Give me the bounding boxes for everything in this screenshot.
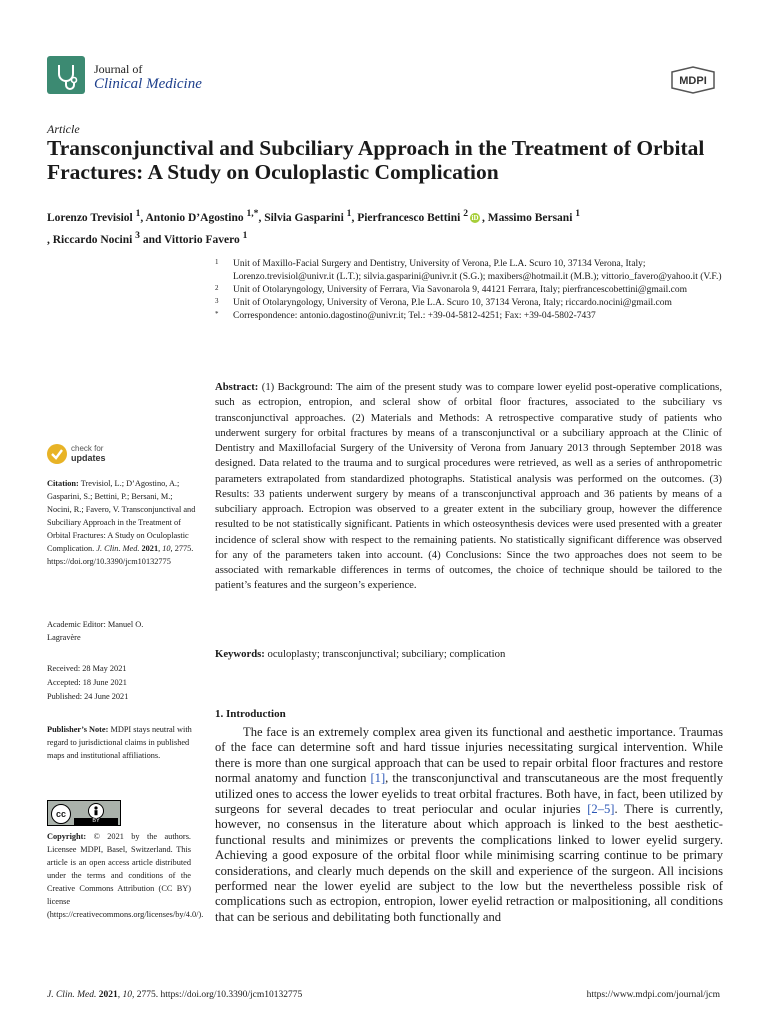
affiliation-item [215,297,735,310]
affiliation-number: 1 [215,258,219,266]
journal-name: Clinical Medicine [94,76,202,92]
author-name: , Silvia Gasparini [258,211,347,224]
publisher-note [47,723,201,762]
abstract-text: (1) Background: The aim of the present study was to compare lower eyelid post-operative complications, such as ectropion, entropion, and scleral show of orbital floor fractures, associated to the subciliary vs transconjunctival approaches. (2) Materials and Methods: A retrospective comparative study of patients who underwent surgery for orbital fractures by means of a transconjunctival or a subciliary approach at the Clinic of Dentistry and Maxillofacial Surgery of the University of Verona from January 2013 through September 2018 was designed. Data related to the trauma and to surgical procedures were retrieved, as well as a series of anthropometric parameters extrapolated from standardized photographs. Statistical analysis was performed on the outcomes. (3) Results: 33 patients underwent surgery by means of a transconjunctival approach and 36 patients by means of a subciliary approach. Ectropion was observed to a greater extent in the subciliary group, however the difference resulted to be not statistically significant. Patients in which osteosynthesis devices were used presented with a greater incidence of scleral show with respect to the remaining patients. No statistically significant difference was observed for any of the parameters taken into account. (4) Conclusions: Since the two approaches does not seem to be associated with remarkable differences in terms of outcomes, the choice of technique should be tailored to the patient’s features and the surgeon’s experience. [215,381,722,592]
intro-paragraph [215,725,723,925]
author-affil: 3 [135,229,140,241]
affiliation-number: * [215,310,219,318]
copyright [47,830,204,921]
author-name: and Vittorio Favero [139,233,243,246]
author-name: , Pierfrancesco Bettini [351,211,464,224]
section-heading: 1. Introduction [215,708,286,720]
person-icon [88,803,104,819]
paper-title: Transconjunctival and Subciliary Approach in the Treatment of Orbital Fractures: A Study on Oculoplastic Complication [47,136,705,184]
abstract [215,380,722,594]
article-type: Article [47,122,80,136]
abstract-label: Abstract: [215,381,259,393]
citation-doi[interactable]: 2775. https://doi.org/10.3390/jcm10132775 [47,544,194,566]
mdpi-logo-text: MDPI [679,75,707,87]
cc-by-license-badge[interactable] [47,800,121,826]
keywords-label: Keywords: [215,648,265,660]
affiliation-number: 2 [215,284,219,292]
affiliation-item [215,284,735,297]
author-name: , Massimo Bersani [482,211,576,224]
author-affil: 1,* [246,208,259,219]
check-updates-icon [47,444,67,464]
copyright-text: © 2021 by the authors. Licensee MDPI, Basel, Switzerland. This article is an open access article distributed under the terms and conditions of the Creative Commons Attribution (CC BY) license (https://creativecommons.org/licenses/by/4.0/). [47,832,204,919]
mdpi-logo [668,66,718,98]
affiliation-text: Unit of Otolaryngology, University of Ferrara, Via Savonarola 9, 44121 Ferrara, Italy; pierfrancescobettini@gmail.com [233,285,688,295]
citation-label: Citation: [47,479,79,488]
orcid-icon[interactable]: iD [471,214,479,223]
journal-of-text: Journal of [94,62,143,76]
intro-text: , the transconjunctival and transcutaneous are the most frequently utilized ones to access the lower eyelids to treat orbital fractures. Both have, in fact, been utilized by surgeons for several decades to treat periocular and ocular injuries [215,771,723,817]
publisher-note-label: Publisher’s Note: [47,725,109,734]
author-affil: 1 [346,208,352,219]
intro-text: . There is currently, however, no consensus in the literature about which approach is linked to the best aesthetic-functional results and minimizes or prevents the complications linked to lower eyelid surgery. Achieving a good exposure of the orbital floor while minimising scarring continue to be primary considerations, and clearly much depends on the skill and experience of the surgeon. All incisions performed near the lower eyelid are subject to the low but the nevertheless possible risk of complications such as ectropion, entropion, lower eyelid retraction or malpositioning, all conditions that can be serious and debilitating both functionally and [215,802,723,924]
citation-volume: , 10, [158,544,173,553]
reference-link[interactable]: [2–5] [587,802,615,817]
footer-citation [47,990,302,1000]
affiliation-text: Unit of Otolaryngology, University of Verona, P.le L.A. Scuro 10, 37134 Verona, Italy; riccardo.nocini@gmail.com [233,298,672,308]
author-name: Lorenzo Trevisiol [47,211,136,224]
stethoscope-icon [47,56,85,94]
reference-link[interactable]: [1] [370,771,386,786]
footer-volume: , 10, [117,990,135,1000]
author-name: , Antonio D’Agostino [140,211,247,224]
cc-icon: cc [51,804,71,824]
footer-doi[interactable]: 2775. https://doi.org/10.3390/jcm10132775 [134,990,303,1000]
author-affil: 2 [463,208,468,219]
author-affil: 1 [135,208,141,219]
academic-editor: Academic Editor: Manuel O. Lagravère [47,620,144,642]
copyright-label: Copyright: [47,832,87,841]
publisher-note-text: MDPI stays neutral with regard to jurisdictional claims in published maps and institutional affiliations. [47,725,192,760]
journal-logo [47,56,85,94]
correspondence [215,310,735,323]
accepted-date: Accepted: 18 June 2021 [47,678,127,687]
received-date: Received: 28 May 2021 [47,664,127,673]
published-date: Published: 24 June 2021 [47,692,129,701]
citation-year: 2021 [139,544,159,553]
author-affil: 1 [242,229,248,241]
author-name: , Riccardo Nocini [47,233,136,246]
citation-journal: J. Clin. Med. [96,544,140,553]
check-updates-text: updates [71,453,106,463]
footer-year: 2021 [96,990,118,1000]
check-updates-text: check for [71,444,104,453]
author-list [47,205,737,249]
affiliations [215,258,735,323]
correspondence-text: Correspondence: antonio.dagostino@univr.it; Tel.: +39-04-5812-4251; Fax: +39-04-5802-7437 [233,311,596,321]
affiliation-item [215,258,735,284]
author-affil: 1 [575,208,581,219]
keywords [215,648,722,660]
affiliation-number: 3 [215,297,219,305]
citation-text: Trevisiol, L.; D’Agostino, A.; Gasparini, S.; Bettini, P.; Bersani, M.; Nocini, R.; Favero, V. Transconjunctival and Subciliary Approach in the Treatment of Orbital Fractures: A Study on Oculoplastic Complication. [47,479,196,553]
by-label: BY [74,818,118,825]
keywords-text: oculoplasty; transconjunctival; subciliary; complication [264,648,506,660]
affiliation-text: Unit of Maxillo-Facial Surgery and Dentistry, University of Verona, P.le L.A. Scuro 10, 37134 Verona, Italy; Lorenzo.trevisiol@univr.it (L.T.); silvia.gasparini@univr.it (S.G.); maxibers@hotmail.it (M.B.); vittorio_favero@yahoo.it (V.F.) [233,259,722,282]
footer-journal: J. Clin. Med. [47,990,97,1000]
footer-journal-url[interactable]: https://www.mdpi.com/journal/jcm [586,990,720,1000]
citation [47,477,197,568]
check-for-updates-button[interactable] [47,442,157,466]
intro-text: The face is an extremely complex area given its functional and aesthetic importance. Traumas of the face can determine soft and hard tissue injuries necessitating surgical intervention. While there is more than one surgical approach that can be used to repair orbital floor fractures and restore normal anatomy and function [215,725,723,786]
